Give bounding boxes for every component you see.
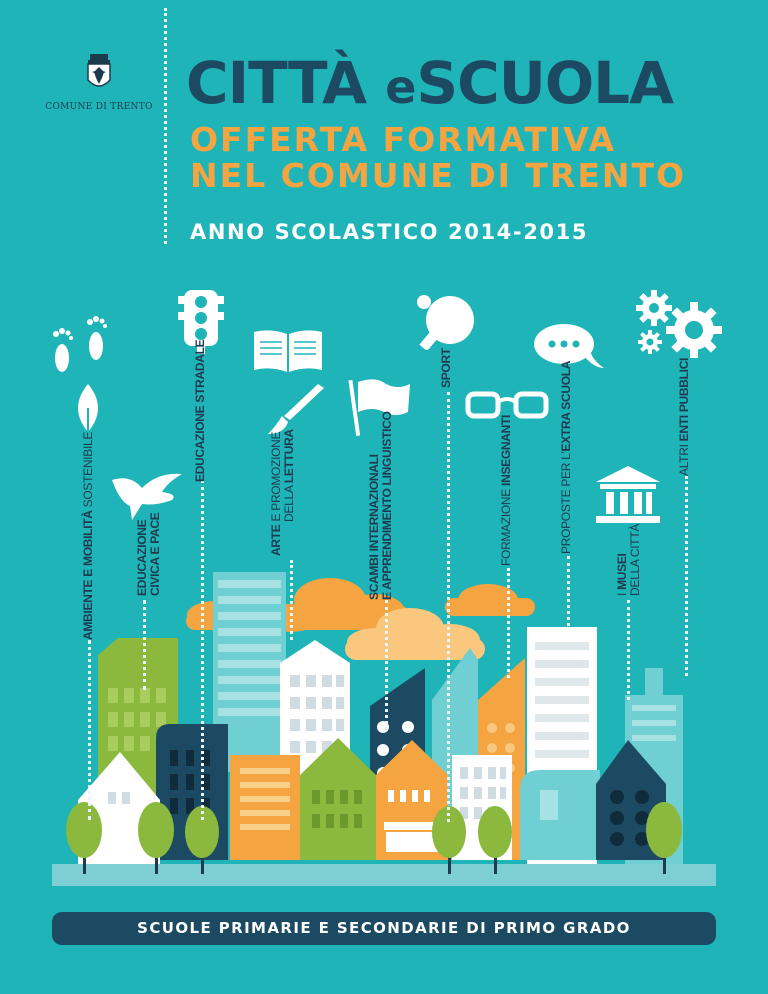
title-word-citta: CITTÀ bbox=[186, 49, 366, 117]
topic-label-extra-school: PROPOSTE PER L'EXTRA SCUOLA bbox=[559, 360, 573, 554]
topic-line-9 bbox=[627, 600, 630, 700]
topic-line-2 bbox=[143, 600, 146, 690]
topic-label-sustainability: AMBIENTE E MOBILITÀ SOSTENIBILE bbox=[81, 431, 95, 640]
ground-strip bbox=[52, 864, 716, 886]
subtitle-line-2: NEL COMUNE DI TRENTO bbox=[190, 156, 687, 195]
topic-label-civic-education: EDUCAZIONE CIVICA E PACE bbox=[135, 512, 162, 596]
building-orange-mid bbox=[230, 755, 300, 860]
topic-line-1 bbox=[88, 640, 91, 820]
subtitle-line-1: OFFERTA FORMATIVA bbox=[190, 120, 617, 159]
topic-label-sport: SPORT bbox=[439, 348, 453, 388]
header-dotted-divider bbox=[164, 8, 167, 244]
topic-label-international-exchange: SCAMBI INTERNAZIONALI E APPRENDIMENTO LINGUISTICO bbox=[367, 411, 394, 600]
page-subtitle bbox=[190, 122, 686, 194]
museum-icon bbox=[596, 466, 660, 524]
topic-label-public-bodies: ALTRI ENTI PUBBLICI bbox=[677, 357, 691, 476]
topic-line-6 bbox=[447, 392, 450, 822]
audience-banner: SCUOLE PRIMARIE E SECONDARIE DI PRIMO GRADO bbox=[52, 912, 716, 945]
gears-icon bbox=[634, 290, 722, 360]
cloud-far-right bbox=[445, 584, 535, 616]
topic-line-3 bbox=[201, 480, 204, 820]
title-word-scuola: SCUOLA bbox=[416, 49, 673, 117]
ping-pong-icon bbox=[410, 294, 476, 350]
paintbrush-icon bbox=[264, 382, 324, 436]
footprints-leaf-icon bbox=[46, 312, 116, 442]
coat-of-arms-icon bbox=[84, 52, 114, 94]
topic-line-7 bbox=[507, 568, 510, 678]
topic-label-art-reading: ARTE E PROMOZIONE DELLA LETTURA bbox=[269, 429, 296, 556]
logo-caption: COMUNE DI TRENTO bbox=[45, 102, 153, 112]
topic-line-8 bbox=[567, 556, 570, 626]
school-year: ANNO SCOLASTICO 2014-2015 bbox=[190, 220, 589, 244]
topic-line-4 bbox=[290, 560, 293, 640]
topic-label-teacher-training: FORMAZIONE INSEGNANTI bbox=[499, 414, 513, 566]
open-book-icon bbox=[252, 328, 324, 374]
topic-line-5 bbox=[385, 600, 388, 730]
topic-label-museums: I MUSEI DELLA CITTÀ bbox=[615, 523, 642, 596]
municipality-logo bbox=[40, 52, 158, 112]
building-teal-rounded bbox=[520, 770, 600, 860]
topic-line-10 bbox=[685, 476, 688, 676]
tree-5 bbox=[478, 806, 512, 874]
title-word-e: e bbox=[385, 60, 417, 114]
page-title bbox=[186, 48, 673, 122]
topic-label-road-education: EDUCAZIONE STRADALE bbox=[193, 339, 207, 482]
